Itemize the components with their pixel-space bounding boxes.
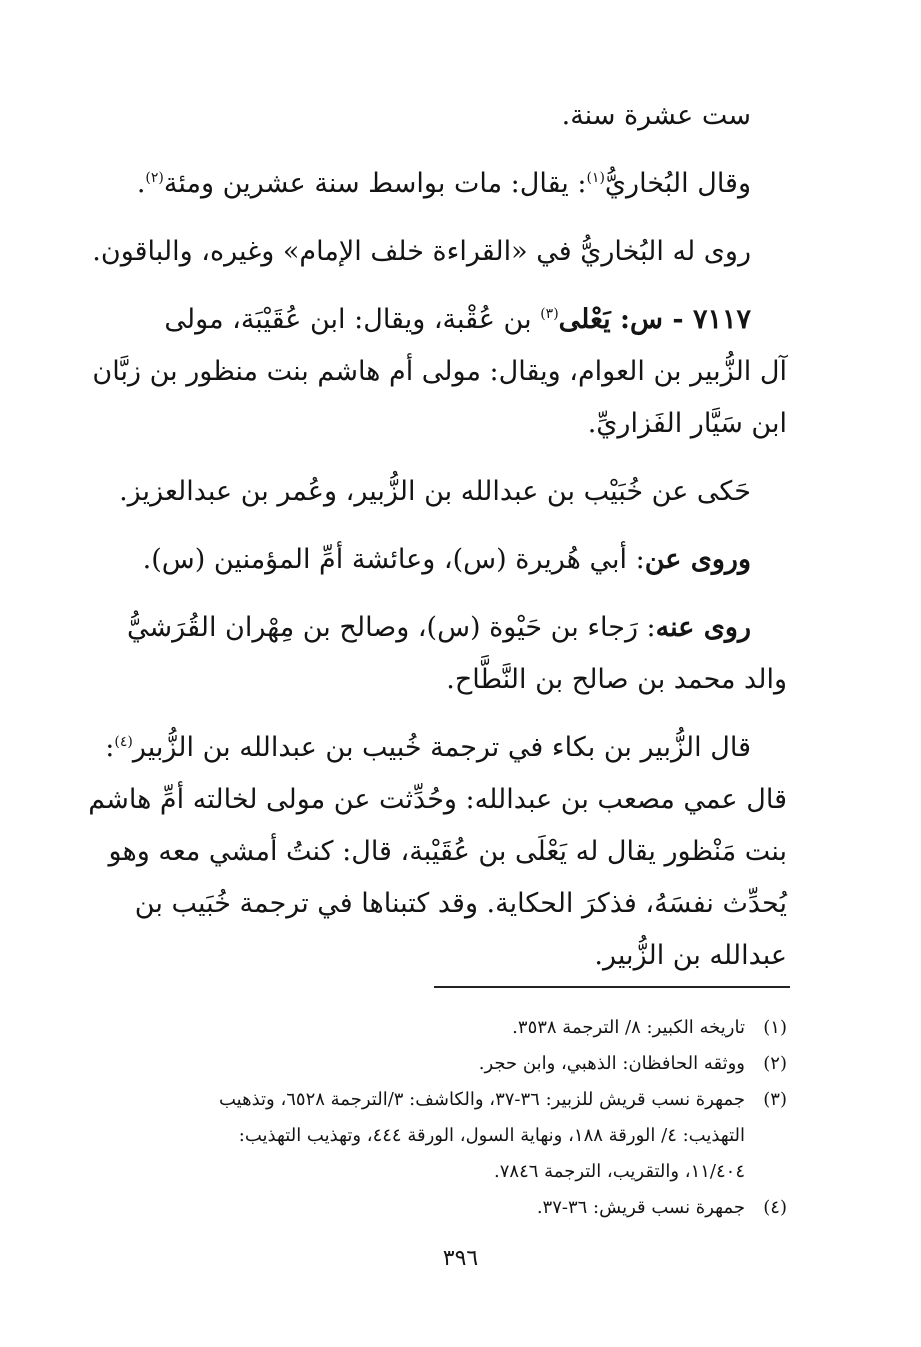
text-line bbox=[82, 534, 787, 586]
footnote-3 bbox=[82, 1082, 787, 1190]
paragraph-3 bbox=[82, 226, 787, 278]
footnote-line: التهذيب: ٤/ الورقة ١٨٨، ونهاية السول، الورقة ٤٤٤، وتهذيب التهذيب: bbox=[238, 1125, 745, 1146]
entry-heading-line bbox=[82, 294, 787, 346]
footnote-text bbox=[82, 1046, 745, 1082]
footnote-ref-2[interactable]: (٢) bbox=[145, 170, 164, 186]
paragraph-2 bbox=[82, 158, 787, 210]
text-line: روى له البُخاريُّ في «القراءة خلف الإمام» وغيره، والباقون. bbox=[92, 236, 751, 267]
text-run: : أبي هُريرة (س)، وعائشة أمِّ المؤمنين (س). bbox=[142, 544, 645, 575]
text-run: : رَجاء بن حَيْوة (س)، وصالح بن مِهْران القُرَشيُّ bbox=[127, 612, 656, 643]
text-line: يُحدِّث نفسَهُ، فذكرَ الحكاية. وقد كتبناها في ترجمة خُبَيب بن bbox=[134, 888, 787, 919]
paragraph-6 bbox=[82, 534, 787, 586]
text-run: : bbox=[105, 732, 115, 763]
text-line bbox=[82, 158, 787, 210]
paragraph-7 bbox=[82, 602, 787, 706]
text-line: ست عشرة سنة. bbox=[561, 100, 751, 131]
text-run: . bbox=[136, 168, 146, 199]
footnote-2 bbox=[82, 1046, 787, 1082]
text-line: ابن سَيَّار الفَزاريِّ. bbox=[587, 408, 787, 439]
page-number: ٣٩٦ bbox=[442, 1246, 479, 1271]
entry-number: ٧١١٧ - س: يَعْلى bbox=[558, 304, 751, 335]
paragraph-5 bbox=[82, 466, 787, 518]
footnote-line: تاريخه الكبير: ٨/ الترجمة ٣٥٣٨. bbox=[512, 1017, 745, 1038]
paragraph-4-entry-7117 bbox=[82, 294, 787, 450]
paragraph-8 bbox=[82, 722, 787, 982]
text-line: عبدالله بن الزُّبير. bbox=[594, 940, 787, 971]
footnote-line: جمهرة نسب قريش: ٣٦-٣٧. bbox=[536, 1197, 745, 1218]
footnote-ref-1[interactable]: (١) bbox=[586, 170, 605, 186]
footnote-number: (١) bbox=[763, 1017, 787, 1038]
text-line bbox=[82, 602, 787, 654]
text-line: آل الزُّبير بن العوام، ويقال: مولى أم هاشم بنت منظور بن زبَّان bbox=[92, 356, 787, 387]
footnote-number: (٣) bbox=[763, 1089, 787, 1110]
text-line: والد محمد بن صالح بن النَّطَّاح. bbox=[446, 664, 787, 695]
footnote-4 bbox=[82, 1190, 787, 1226]
footnote-text bbox=[82, 1082, 745, 1190]
text-run: قال الزُّبير بن بكاء في ترجمة خُبيب بن عبدالله بن الزُّبير bbox=[132, 732, 751, 763]
text-run: بن عُقْبة، ويقال: ابن عُقَيْبَة، مولى bbox=[164, 304, 541, 335]
text-line bbox=[82, 722, 787, 774]
text-line: بنت مَنْظور يقال له يَعْلَى بن عُقَيْبة، قال: كنتُ أمشي معه وهو bbox=[108, 836, 787, 867]
footnote-number: (٢) bbox=[763, 1053, 787, 1074]
text-run: : يقال: مات بواسط سنة عشرين ومئة bbox=[163, 168, 587, 199]
text-line: حَكى عن خُبَيْب بن عبدالله بن الزُّبير، وعُمر بن عبدالعزيز. bbox=[119, 476, 751, 507]
footnote-line: ووثقه الحافظان: الذهبي، وابن حجر. bbox=[478, 1053, 745, 1074]
section-label: وروى عن bbox=[644, 544, 751, 575]
footnote-1 bbox=[82, 1010, 787, 1046]
main-text bbox=[82, 90, 787, 982]
footnote-separator bbox=[434, 986, 790, 988]
footnote-line: جمهرة نسب قريش للزبير: ٣٦-٣٧، والكاشف: ٣/الترجمة ٦٥٢٨، وتذهيب bbox=[218, 1089, 745, 1110]
footnote-text bbox=[82, 1190, 745, 1226]
section-label: روى عنه bbox=[655, 612, 751, 643]
text-line: قال عمي مصعب بن عبدالله: وحُدِّثت عن مولى لخالته أمِّ هاشم bbox=[88, 784, 787, 815]
footnote-ref-4[interactable]: (٤) bbox=[114, 734, 133, 750]
footnotes bbox=[82, 1010, 787, 1226]
footnote-line: ١١/٤٠٤، والتقريب، الترجمة ٧٨٤٦. bbox=[494, 1161, 745, 1182]
footnote-ref-3[interactable]: (٣) bbox=[540, 306, 559, 322]
footnote-number: (٤) bbox=[763, 1197, 787, 1218]
text-run: وقال البُخاريُّ bbox=[604, 168, 751, 199]
paragraph-1 bbox=[82, 90, 787, 142]
footnote-text bbox=[82, 1010, 745, 1046]
